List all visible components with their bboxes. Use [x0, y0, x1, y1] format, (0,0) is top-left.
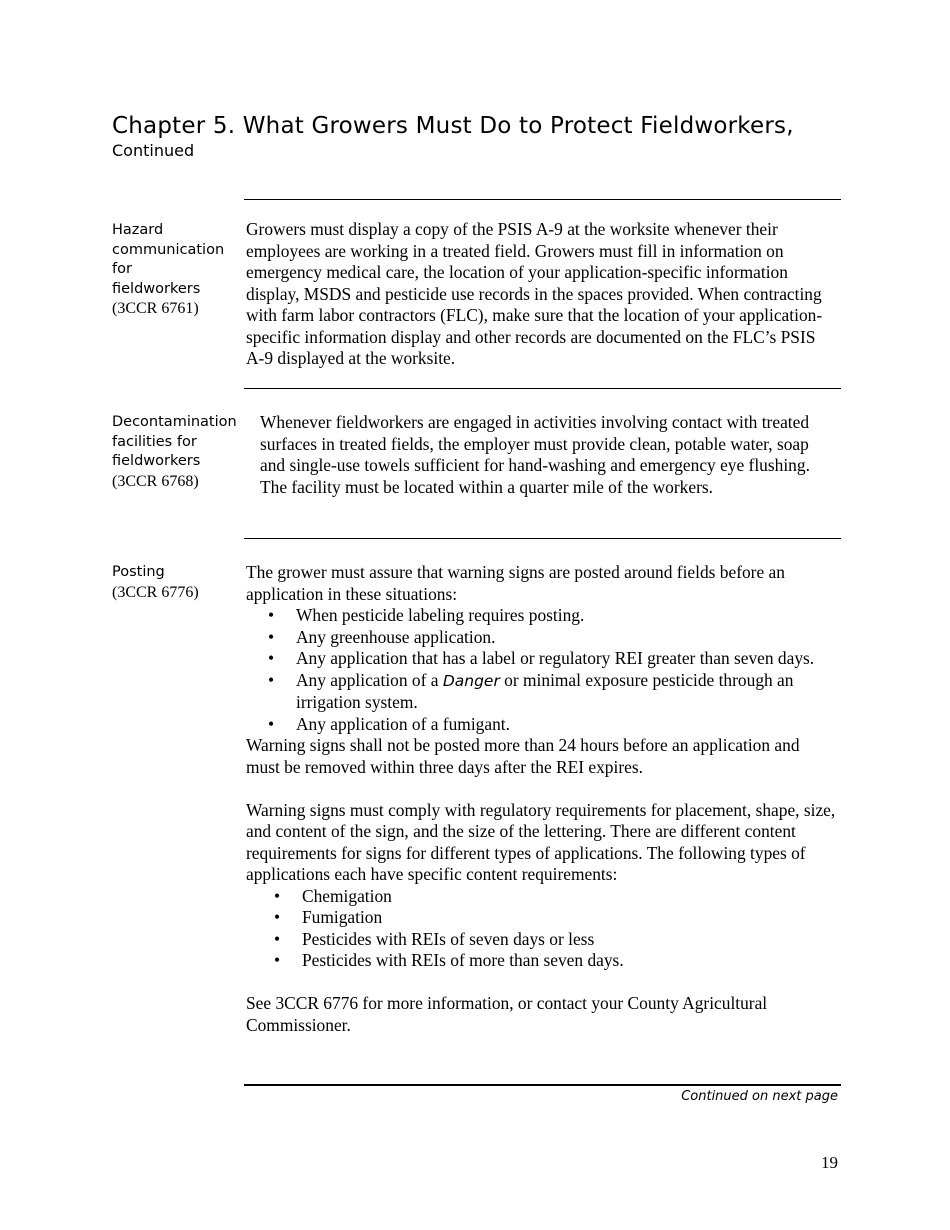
bullet-icon: •	[274, 950, 281, 970]
bullet-icon: •	[268, 605, 275, 625]
list-item: • Any application of a fumigant.	[268, 713, 510, 734]
bullet-icon: •	[274, 885, 281, 906]
heading-line: Posting	[112, 564, 165, 580]
bullet-icon: •	[268, 626, 275, 647]
section-divider	[244, 1084, 841, 1086]
paragraph: Whenever fieldworkers are engaged in activities involving contact with treated surfaces in treated fields, the employer must provide clean, potable water, soap and single-use towels sufficient for hand-washing and emergency eye flushing. The facility must be located within a quarter mile of the workers.	[260, 412, 810, 497]
bullet-icon: •	[268, 669, 275, 690]
section-divider	[244, 199, 841, 200]
heading-line: fieldworkers	[112, 280, 201, 297]
list-item: • Any greenhouse application.	[268, 626, 496, 647]
list-item: • When pesticide labeling requires posting.	[268, 605, 585, 625]
posting-situations-list	[246, 605, 836, 735]
section-heading-hazard-communication	[112, 221, 240, 319]
closing-paragraph: See 3CCR 6776 for more information, or contact your County Agricultural Commissioner.	[246, 993, 768, 1035]
heading-line: for	[112, 261, 132, 277]
regulation-reference: (3CCR 6776)	[112, 583, 199, 601]
list-item: • Any application of a Danger or minimal exposure pesticide through an irrigation system.	[268, 669, 794, 712]
bullet-icon: •	[268, 648, 275, 668]
heading-line: Decontamination	[112, 414, 237, 430]
section-body-posting	[246, 562, 836, 1036]
chapter-title: Chapter 5. What Growers Must Do to Protect Fieldworkers,	[112, 113, 794, 139]
bullet-icon: •	[268, 713, 275, 734]
list-item: • Chemigation	[274, 885, 392, 906]
paragraph: Growers must display a copy of the PSIS A-9 at the worksite whenever their employees are working in a treated field. Growers must fill in information on emergency medical care, the location of your application-specific information display, MSDS and pesticide use records in the spaces provided. When contracting with farm labor contractors (FLC), make sure that the location of your application-specific information display and other records are documented on the FLC’s PSIS A-9 displayed at the worksite.	[246, 219, 823, 368]
list-item: • Any application that has a label or regulatory REI greater than seven days.	[268, 648, 815, 668]
list-item: • Pesticides with REIs of seven days or less	[274, 928, 595, 949]
chapter-subtitle: Continued	[112, 141, 195, 160]
regulation-reference: (3CCR 6768)	[112, 472, 199, 490]
page-number: 19	[821, 1153, 838, 1172]
section-divider	[244, 388, 841, 389]
heading-line: communication	[112, 241, 225, 258]
list-item: • Fumigation	[274, 907, 383, 927]
heading-line: Hazard	[112, 222, 164, 238]
section-divider	[244, 538, 841, 539]
section-heading-decontamination	[112, 413, 240, 491]
section-body-decontamination	[260, 412, 836, 498]
application-types-list	[246, 886, 836, 972]
intro-paragraph: The grower must assure that warning signs are posted around fields before an application in these situations:	[246, 562, 785, 604]
heading-line: facilities for	[112, 433, 197, 450]
continued-notice: Continued on next page	[681, 1089, 838, 1104]
bullet-icon: •	[274, 907, 281, 927]
section-heading-posting	[112, 563, 240, 602]
regulation-reference: (3CCR 6761)	[112, 300, 199, 317]
heading-line: fieldworkers	[112, 453, 201, 469]
list-item: • Pesticides with REIs of more than seven days.	[274, 950, 624, 970]
bullet-icon: •	[274, 928, 281, 949]
compliance-paragraph: Warning signs must comply with regulatory requirements for placement, shape, size, and content of the sign, and the size of the lettering. There are different content requirements for signs for different types of applications. The following types of applications each have specific content requirements:	[246, 799, 836, 884]
timing-paragraph: Warning signs shall not be posted more than 24 hours before an application and must be removed within three days after the REI expires.	[246, 735, 800, 777]
section-body-hazard-communication	[246, 219, 836, 370]
danger-emphasis: Danger	[442, 671, 500, 690]
